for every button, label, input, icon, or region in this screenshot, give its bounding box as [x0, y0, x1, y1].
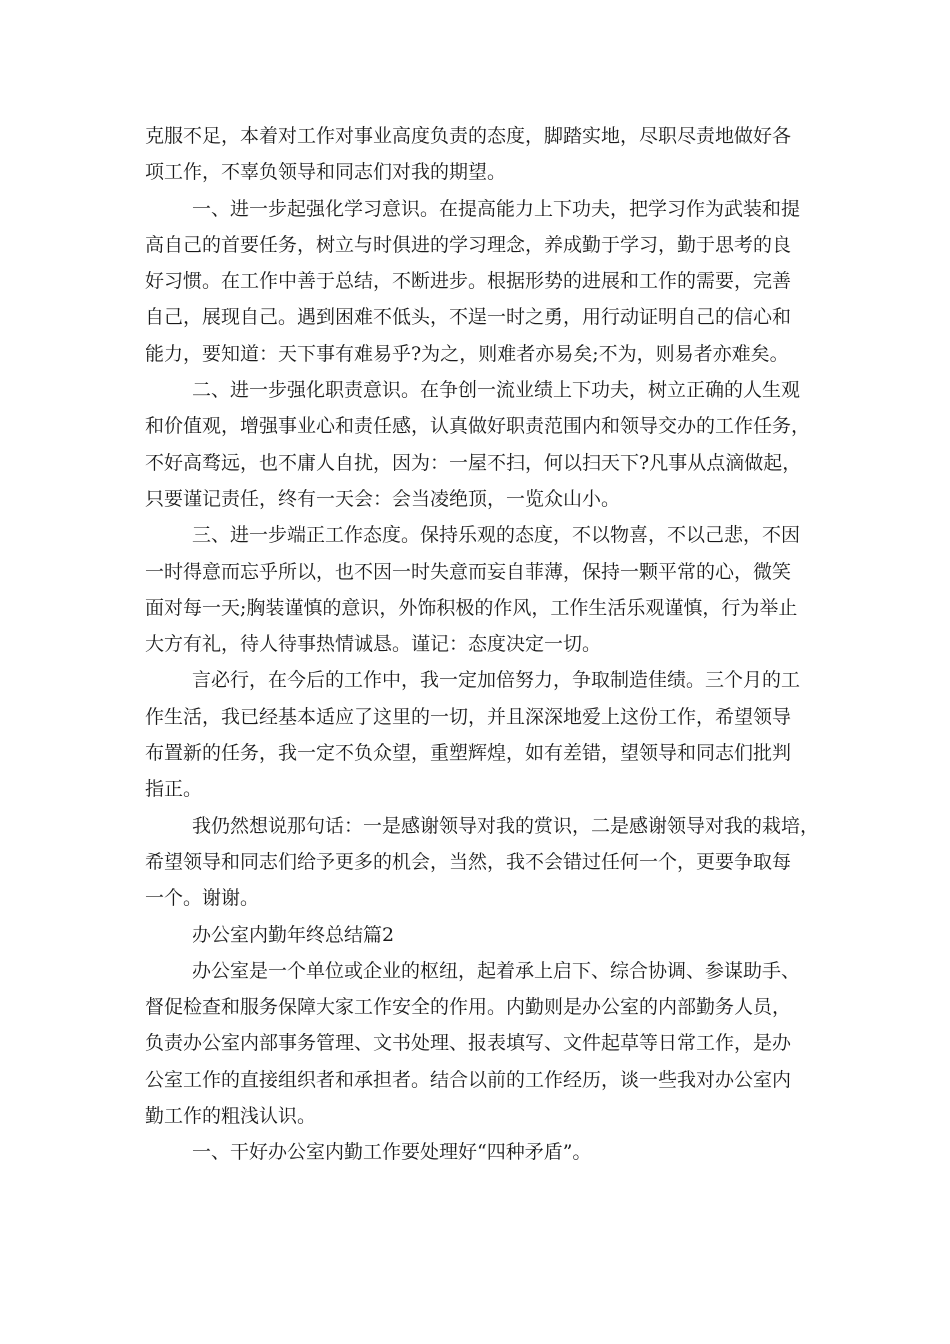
- text-line: 自己，展现自己。遇到困难不低头，不逞一时之勇，用行动证明自己的信心和: [145, 306, 792, 329]
- text-line: 克服不足，本着对工作对事业高度负责的态度，脚踏实地，尽职尽责地做好各: [145, 125, 792, 147]
- paragraph-first-line: 办公室是一个单位或企业的枢纽，起着承上启下、综合协调、参谋助手、: [192, 959, 801, 982]
- text-line: 负责办公室内部事务管理、文书处理、报表填写、文件起草等日常工作，是办: [145, 1032, 792, 1055]
- document-body: [145, 118, 845, 1171]
- text-line: 公室工作的直接组织者和承担者。结合以前的工作经历，谈一些我对办公室内: [145, 1068, 792, 1091]
- paragraph-first-line: 一、进一步起强化学习意识。在提高能力上下功夫，把学习作为武装和提: [192, 197, 801, 220]
- text-line: 督促检查和服务保障大家工作安全的作用。内勤则是办公室的内部勤务人员，: [145, 996, 792, 1019]
- text-line: 项工作，不辜负领导和同志们对我的期望。: [145, 161, 507, 184]
- text-line: 和价值观，增强事业心和责任感，认真做好职责范围内和领导交办的工作任务，: [145, 415, 811, 438]
- paragraph-first-line: 二、进一步强化职责意识。在争创一流业绩上下功夫，树立正确的人生观: [192, 379, 801, 402]
- paragraph-first-line: 一、干好办公室内勤工作要处理好“四种矛盾”。: [192, 1141, 592, 1164]
- text-line: 不好高骛远，也不庸人自扰，因为：一屋不扫，何以扫天下?凡事从点滴做起，: [145, 451, 802, 474]
- text-line: 希望领导和同志们给予更多的机会，当然，我不会错过任何一个，更要争取每: [145, 850, 792, 873]
- text-line: 面对每一天;胸装谨慎的意识，外饰积极的作风，工作生活乐观谨慎，行为举止: [145, 596, 798, 619]
- paragraph-first-line: 办公室内勤年终总结篇2: [192, 923, 395, 946]
- text-line: 作生活，我已经基本适应了这里的一切，并且深深地爱上这份工作，希望领导: [145, 705, 792, 728]
- text-line: 只要谨记责任，终有一天会：会当凌绝顶，一览众山小。: [145, 487, 621, 510]
- text-line: 布置新的任务，我一定不负众望，重塑辉煌，如有差错，望领导和同志们批判: [145, 742, 792, 765]
- paragraph-first-line: 言必行，在今后的工作中，我一定加倍努力，争取制造佳绩。三个月的工: [192, 669, 801, 692]
- text-line: 一时得意而忘乎所以，也不因一时失意而妄自菲薄，保持一颗平常的心，微笑: [145, 560, 792, 583]
- text-line: 指正。: [145, 778, 203, 801]
- paragraph-first-line: 三、进一步端正工作态度。保持乐观的态度，不以物喜，不以己悲，不因: [192, 524, 801, 547]
- text-line: 高自己的首要任务，树立与时俱进的学习理念，养成勤于学习，勤于思考的良: [145, 233, 792, 256]
- text-line: 能力，要知道：天下事有难易乎?为之，则难者亦易矣;不为，则易者亦难矣。: [145, 342, 789, 365]
- paragraph-first-line: 我仍然想说那句话：一是感谢领导对我的赏识，二是感谢领导对我的栽培，: [192, 814, 820, 837]
- text-line: 勤工作的粗浅认识。: [145, 1105, 317, 1128]
- text-line: 好习惯。在工作中善于总结，不断进步。根据形势的进展和工作的需要，完善: [145, 270, 792, 293]
- text-line: 大方有礼，待人待事热情诚恳。谨记：态度决定一切。: [145, 633, 602, 656]
- text-line: 一个。谢谢。: [145, 887, 260, 910]
